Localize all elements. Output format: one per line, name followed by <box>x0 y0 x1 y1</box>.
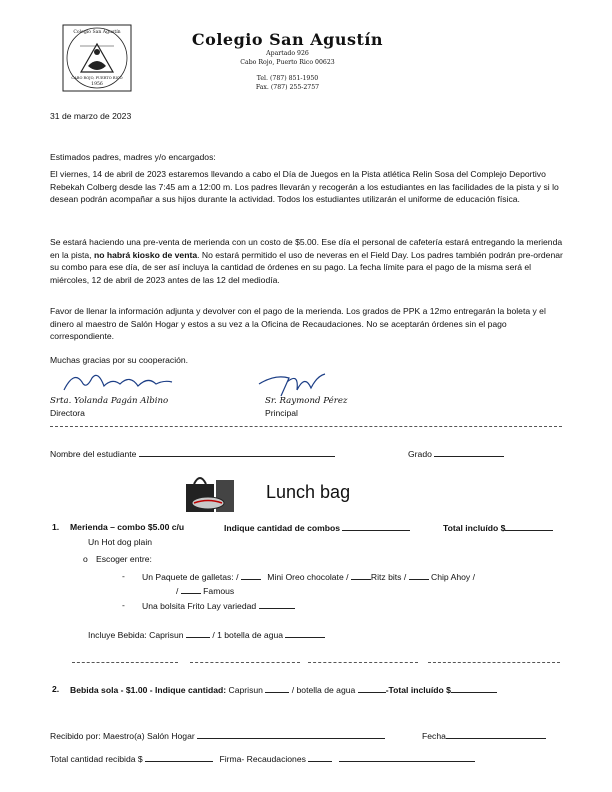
total-received-blank[interactable] <box>145 752 213 762</box>
option1-cookies-blank[interactable] <box>241 570 261 580</box>
item2-caprisun-label: Caprisun <box>228 685 263 695</box>
option1-slash: / <box>176 586 179 596</box>
option2-blank[interactable] <box>259 599 295 609</box>
option1-row-2[interactable] <box>176 584 234 598</box>
student-name-blank[interactable] <box>139 447 335 457</box>
divider-2 <box>190 662 300 663</box>
director-name: Srta. Yolanda Pagán Albino <box>50 396 169 406</box>
option1-famous-label: Famous <box>203 586 235 596</box>
option1-oreo-blank[interactable] <box>351 570 371 580</box>
school-seal <box>60 22 134 94</box>
lunch-bag-icon <box>180 470 244 514</box>
drink-water-blank[interactable] <box>285 628 325 638</box>
letter-date: 31 de marzo de 2023 <box>50 111 132 121</box>
signature-label: Firma- Recaudaciones <box>219 754 306 764</box>
grade-blank[interactable] <box>434 447 504 457</box>
director-signature <box>60 368 180 398</box>
option1-famous-blank[interactable] <box>181 584 201 594</box>
item1-total-label: Total incluído $ <box>443 523 506 533</box>
item2-water-label: / botella de agua <box>291 685 356 695</box>
seal-top-text: Colegio San Agustín <box>73 30 121 35</box>
divider-4 <box>428 662 560 663</box>
director-title: Directora <box>50 408 85 418</box>
option2-row[interactable] <box>142 599 295 613</box>
option1-ritz-label: Ritz bits / <box>370 572 407 582</box>
divider-1 <box>72 662 178 663</box>
item1-label: Merienda – combo $5.00 c/u <box>70 522 185 532</box>
item2-row[interactable] <box>70 683 497 697</box>
total-received-field[interactable] <box>50 752 475 766</box>
received-by-field[interactable] <box>50 729 385 743</box>
signature-blank-2[interactable] <box>339 752 475 762</box>
principal-name: Sr. Raymond Pérez <box>265 396 348 406</box>
item1-qty-blank[interactable] <box>342 521 410 531</box>
salutation: Estimados padres, madres y/o encargados: <box>50 152 216 162</box>
date-field[interactable] <box>422 729 546 743</box>
item2-total-label: -Total incluído $ <box>385 685 451 695</box>
received-by-blank[interactable] <box>197 729 385 739</box>
student-name-field[interactable] <box>50 447 335 461</box>
paragraph-2-part-b: . No estará permitido el uso de neveras en el Field Day. Los padres también podrán pre-ordenar su combo para ese día, de ser así incluya la cantidad de órdenes en su pago. La fecha límite para el pago de la misma será el miércoles, 12 de abril de 2023 antes de las 12 del mediodía. <box>50 249 563 285</box>
item2-label: Bebida sola - $1.00 - Indique cantidad: <box>70 685 227 695</box>
choose-bullet: o <box>83 554 88 564</box>
drink-caprisun-label: Incluye Bebida: Caprisun <box>88 630 184 640</box>
divider-3 <box>308 662 418 663</box>
option1-oreo-label: Mini Oreo chocolate / <box>267 572 349 582</box>
address-line-2: Cabo Rojo, Puerto Rico 00623 <box>240 59 335 66</box>
option1-ritz-blank[interactable] <box>409 570 429 580</box>
drink-water-label: / 1 botella de agua <box>212 630 284 640</box>
paragraph-3: Favor de llenar la información adjunta y devolver con el pago de la merienda. Los grados de PPK a 12mo entregarán la boleta y el dinero al maestro de Salón Hogar y estos a su vez a la Oficina de Recaudaciones. No se aceptarán órdenes sin el pago correspondiente. <box>50 306 546 342</box>
drink-caprisun-blank[interactable] <box>186 628 210 638</box>
item2-number: 2. <box>52 684 60 694</box>
seal-bottom-text: CABO ROJO, PUERTO RICO <box>71 76 123 80</box>
option1-dash: - <box>122 571 125 581</box>
seal-year: 1956 <box>91 82 103 87</box>
item2-caprisun-blank[interactable] <box>265 683 289 693</box>
item1-total-field[interactable] <box>443 521 553 535</box>
hotdog-line: Un Hot dog plain <box>88 537 153 547</box>
item1-number: 1. <box>52 522 60 532</box>
option2-label: Una bolsita Frito Lay variedad <box>142 601 257 611</box>
date-blank[interactable] <box>446 729 546 739</box>
paragraph-2 <box>50 236 565 286</box>
principal-title: Principal <box>265 408 298 418</box>
student-name-label: Nombre del estudiante <box>50 449 137 459</box>
paragraph-2-part-a: Se estará haciendo una pre-venta de merienda con un costo de $5.00. Ese día el personal de cafetería estará entregando la merienda en la pista, <box>50 237 563 260</box>
item2-total-blank[interactable] <box>451 683 497 693</box>
item2-water-blank[interactable] <box>358 683 386 693</box>
closing: Muchas gracias por su cooperación. <box>50 355 189 365</box>
option2-dash: - <box>122 600 125 610</box>
received-by-label: Recibido por: Maestro(a) Salón Hogar <box>50 731 195 741</box>
grade-label: Grado <box>408 449 432 459</box>
choose-line: Escoger entre: <box>96 554 152 564</box>
item1-qty-field[interactable] <box>224 521 410 535</box>
option1-cookies-label: Un Paquete de galletas: / <box>142 572 239 582</box>
school-name: Colegio San Agustín <box>191 30 384 49</box>
lunch-bag-title: Lunch bag <box>266 482 351 502</box>
address-line-1: Apartado 926 <box>266 50 309 57</box>
total-received-label: Total cantidad recibida $ <box>50 754 143 764</box>
item1-total-blank[interactable] <box>505 521 553 531</box>
option1-chipahoy-label: Chip Ahoy / <box>431 572 475 582</box>
drink-row[interactable] <box>88 628 325 642</box>
cut-line <box>50 426 562 427</box>
grade-field[interactable] <box>408 447 504 461</box>
date-label: Fecha <box>422 731 446 741</box>
telephone: Tel. (787) 851-1950 <box>256 75 319 82</box>
option1-row[interactable] <box>142 570 475 584</box>
paragraph-2-bold: no habrá kiosko de venta <box>93 249 198 260</box>
fax: Fax. (787) 255-2757 <box>255 84 320 91</box>
signature-blank-1[interactable] <box>308 752 332 762</box>
item1-qty-label: Indique cantidad de combos <box>224 523 341 533</box>
paragraph-1: El viernes, 14 de abril de 2023 estaremos llevando a cabo el Día de Juegos en la Pista atlética Relin Sosa del Complejo Deportivo Rebekah Colberg desde las 7:45 am a 12:00 m. Los padres llevarán y recogerán a los estudiantes en las facilidades de la pista y si lo desean podrán acompañar a sus hijos durante la actividad. Todos los estudiantes utilizarán el uniforme de educación física. <box>50 169 559 205</box>
